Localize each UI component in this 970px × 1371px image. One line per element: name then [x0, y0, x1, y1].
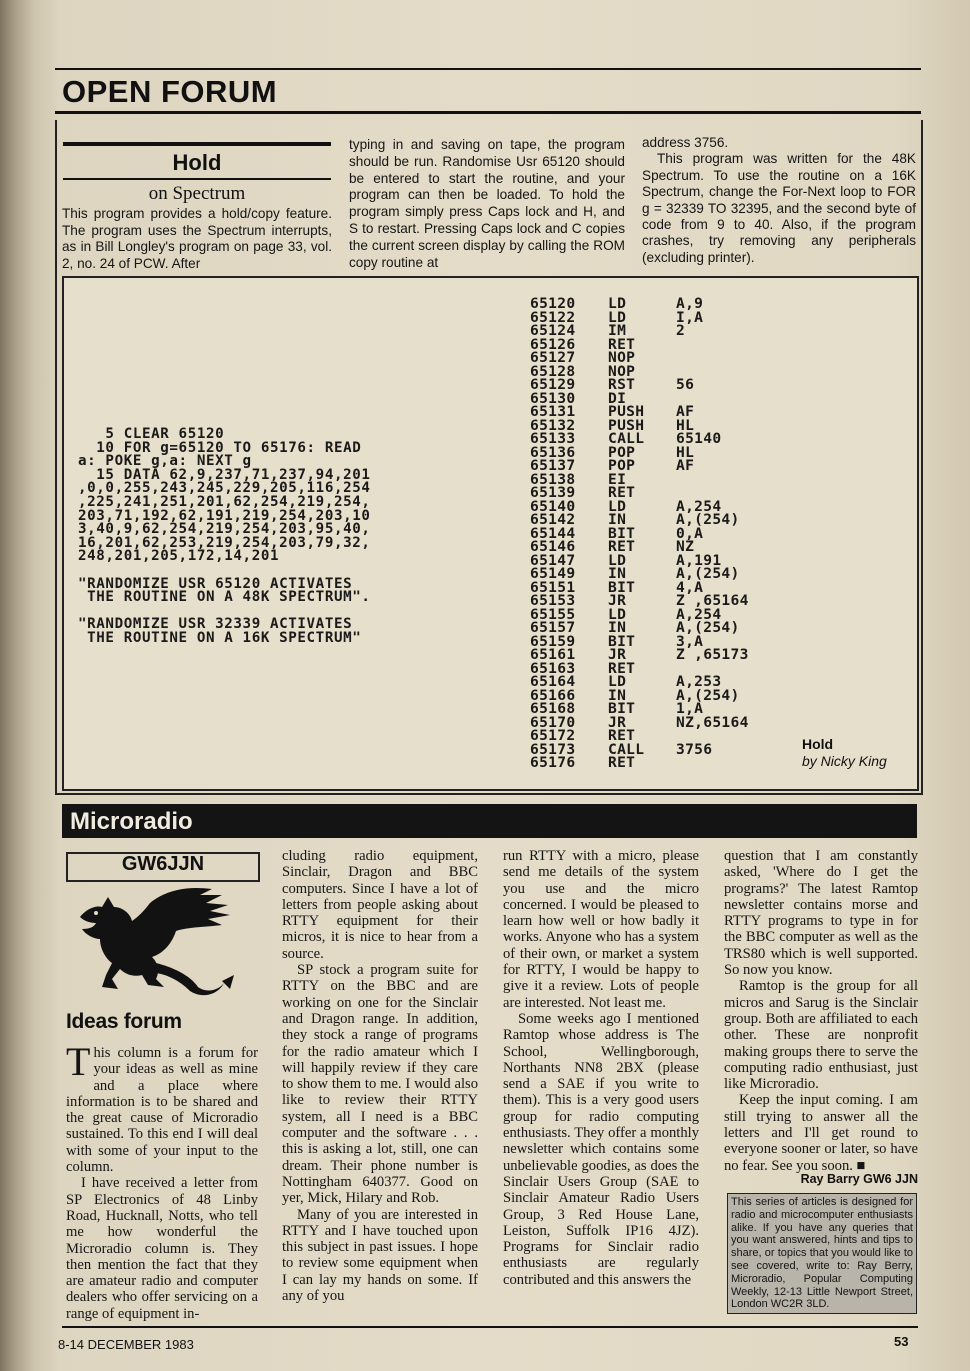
- asm-mnemonic: POP: [608, 443, 636, 461]
- asm-operand: A,191: [676, 551, 722, 569]
- col3-para1: run RTTY with a micro, please send me details of the system you use and the micro concerned. I would be pleased to learn how well or how badly it works. Anyone who has a system of their own, or market a system for RTTY, I would be happy to give it a review. Lots of people are interested. Not least me.: [503, 848, 699, 1011]
- asm-operand: [676, 392, 836, 406]
- hold-col3-para2: This program was written for the 48K Spectrum. To use the routine on a 16K Spectrum, change the For-Next loop to FOR g = 32339 TO 32395, and the second byte of code from 9 to 40. Also, if the program crashes, try removing any peripherals (excluding printer).: [642, 151, 916, 265]
- asm-mnemonic: CALL: [608, 740, 645, 758]
- asm-line: [530, 470, 836, 488]
- asm-operand: Z ,65173: [676, 646, 749, 663]
- asm-operand: AF: [676, 403, 695, 420]
- asm-mnemonic: LD: [608, 673, 627, 690]
- asm-operand: 3,A: [676, 632, 704, 650]
- asm-address: 65159: [530, 632, 576, 650]
- asm-operand: 56: [676, 376, 695, 393]
- asm-mnemonic: JR: [608, 646, 627, 663]
- asm-mnemonic: IM: [608, 322, 627, 339]
- col1-para1: his column is a forum for your ideas as well as mine and a place where information is to be shared and the great cause of Microradio sustained. To this end I will deal with some of your input to the column.: [66, 1045, 258, 1176]
- asm-address: 65153: [530, 592, 576, 609]
- asm-address: 65161: [530, 646, 576, 663]
- asm-address: 65132: [530, 416, 576, 434]
- hold-text-col3: [642, 135, 916, 266]
- asm-line: [530, 648, 836, 662]
- asm-mnemonic: PUSH: [608, 416, 645, 434]
- asm-mnemonic: IN: [608, 619, 627, 636]
- asm-operand: NZ: [676, 538, 695, 555]
- microradio-col4: [724, 848, 918, 1174]
- asm-mnemonic: LD: [608, 605, 627, 623]
- asm-operand: A,(254): [676, 511, 740, 528]
- asm-mnemonic: PUSH: [608, 403, 645, 420]
- asm-address: 65124: [530, 322, 576, 339]
- microradio-col1: [66, 1039, 258, 1322]
- asm-operand: [676, 473, 836, 487]
- asm-address: 65144: [530, 524, 576, 542]
- col2-para3: Many of you are interested in RTTY and I have touched upon this subject in past issues. I hope to review some equipment when I can lay my hands on some. If any of you: [282, 1206, 478, 1305]
- asm-address: 65138: [530, 470, 576, 488]
- asm-operand: I,A: [676, 308, 704, 326]
- asm-mnemonic: BIT: [608, 700, 636, 717]
- boxed-note: This series of articles is designed for radio and microcomputer enthusiasts alike. If you have any queries that you want answered, hints and tips to share, or topics that you would like to see covered, write to: Ray Berry, Microradio, Popular Computing Weekly, 12-13 Little Newport Street, London WC2R 3LD.: [727, 1193, 917, 1314]
- asm-address: 65122: [530, 308, 576, 326]
- microradio-col2: [282, 848, 478, 1304]
- asm-mnemonic: IN: [608, 686, 627, 704]
- asm-line: [530, 351, 836, 365]
- asm-mnemonic: BIT: [608, 632, 636, 650]
- asm-mnemonic: NOP: [608, 362, 636, 380]
- asm-address: 65163: [530, 659, 576, 677]
- asm-operand: HL: [676, 416, 695, 434]
- section-rule: [55, 111, 921, 114]
- asm-operand: A,254: [676, 497, 722, 515]
- assembly-listing: [530, 297, 836, 770]
- asm-mnemonic: LD: [608, 497, 627, 515]
- asm-address: 65157: [530, 619, 576, 636]
- asm-line: [530, 713, 836, 731]
- asm-address: 65120: [530, 295, 576, 312]
- asm-line: [530, 335, 836, 353]
- asm-operand: 1,A: [676, 700, 704, 717]
- asm-operand: A,(254): [676, 686, 740, 704]
- asm-mnemonic: JR: [608, 592, 627, 609]
- asm-mnemonic: CALL: [608, 430, 645, 447]
- asm-operand: [676, 338, 836, 352]
- asm-mnemonic: LD: [608, 551, 627, 569]
- hold-title-rule: [63, 142, 331, 146]
- asm-mnemonic: RET: [608, 335, 636, 353]
- hold-title: Hold: [172, 150, 222, 175]
- asm-line: [530, 459, 836, 473]
- asm-mnemonic: IN: [608, 565, 627, 582]
- listing-caption-title: Hold: [802, 736, 834, 752]
- asm-operand: A,9: [676, 295, 704, 312]
- asm-address: 65172: [530, 727, 576, 744]
- asm-operand: [676, 365, 836, 379]
- asm-address: 65140: [530, 497, 576, 515]
- asm-address: 65130: [530, 389, 576, 407]
- asm-address: 65139: [530, 484, 576, 501]
- section-title: OPEN FORUM: [62, 74, 278, 109]
- asm-operand: Z ,65164: [676, 592, 749, 609]
- asm-operand: NZ,65164: [676, 713, 749, 731]
- asm-address: 65129: [530, 376, 576, 393]
- asm-mnemonic: RET: [608, 754, 636, 771]
- page-number: 53: [894, 1334, 909, 1349]
- col4-para3: Keep the input coming. I am still trying to answer all the letters and I'll get round to everyone sooner or later, so have no fear. See you soon. ■: [724, 1092, 918, 1174]
- asm-operand: HL: [676, 443, 695, 461]
- asm-mnemonic: RST: [608, 376, 636, 393]
- asm-operand: A,254: [676, 605, 722, 623]
- asm-address: 65147: [530, 551, 576, 569]
- asm-address: 65149: [530, 565, 576, 582]
- asm-operand: AF: [676, 457, 695, 474]
- col1-para2: I have received a letter from SP Electronics of 48 Linby Road, Hucknall, Notts, who tell me how wonderful the Microradio column is. They then mention the fact that they are amateur radio and computer dealers who offer servicing on a range of equipment in-: [66, 1175, 258, 1322]
- asm-mnemonic: DI: [608, 389, 627, 407]
- asm-mnemonic: RET: [608, 484, 636, 501]
- asm-address: 65151: [530, 578, 576, 596]
- asm-mnemonic: NOP: [608, 349, 636, 366]
- col3-para2: Some weeks ago I mentioned Ramtop whose address is The School, Wellingborough, Northants NN8 2BX (please send a SAE if you write to them). This is a very good users group for radio computing enthusiasts. They offer a monthly newsletter which contains some unbelievable goodies, as does the Sinclair Users Group (SAE to Sinclair Amateur Radio Users Group, 3 Red House Lane, Leiston, Suffolk IP16 4JZ). Programs for Sinclair radio enthusiasts are regularly contributed and this answers the: [503, 1010, 699, 1288]
- hold-subtitle-rule: [63, 178, 331, 180]
- top-rule: [55, 68, 921, 70]
- signoff: Ray Barry GW6 JJN: [800, 1172, 918, 1186]
- microradio-title: Microradio: [70, 808, 193, 835]
- asm-address: 65126: [530, 335, 576, 353]
- listing-caption-author: by Nicky King: [802, 753, 887, 769]
- col4-para2: Ramtop is the group for all micros and Sarug is the Sinclair group. Both are affiliated to each other. These are nonprofit making groups there to serve the computing radio enthusiast, just like Microradio.: [724, 978, 918, 1093]
- asm-address: 65170: [530, 713, 576, 731]
- asm-operand: 65140: [676, 430, 722, 447]
- col4-para1: question that I am constantly asked, 'Where do I get the programs?' The latest Ramtop newsletter contains morse and RTTY programs to type in for the BBC computer as well as the TRS80 which is well supported. So now you know.: [724, 848, 918, 979]
- footer-rule: [62, 1326, 918, 1328]
- callsign: GW6JJN: [121, 853, 205, 875]
- asm-address: 65127: [530, 349, 576, 366]
- drop-cap: T: [66, 1039, 91, 1084]
- basic-listing: 5 CLEAR 65120 10 FOR g=65120 TO 65176: READ a: POKE g,a: NEXT g 15 DATA 62,9,237,71,237,94,201 ,0,0,255,243,245,229,205,116,254 ,225,241,251,201,62,254,219,254, 203,71,192,62,191,219,254,203,10 3,40,9,62,254,219,254,203,95,40, 16,201,62,253,219,254,203,79,32, 248,201,205,172,14,201 "RANDOMIZE USR 65120 ACTIVATES THE ROUTINE ON A 48K SPECTRUM". "RANDOMIZE USR 32339 ACTIVATES THE ROUTINE ON A 16K SPECTRUM": [78, 426, 371, 646]
- asm-mnemonic: IN: [608, 511, 627, 528]
- asm-address: 65133: [530, 430, 576, 447]
- asm-address: 65131: [530, 403, 576, 420]
- col2-para2: SP stock a program suite for RTTY on the BBC and are working on one for the Sinclair and Dragon range. In addition, they stock a range of programs for the radio amateur which I will happily review if they care to show them to me. I would also like to review their RTTY system, all I need is a BBC computer and the software . . . this is asking a lot, still, one can dream. Their phone number is Nottingham 640377. Good on yer, Mick, Hilary and Rob.: [282, 962, 478, 1207]
- asm-mnemonic: BIT: [608, 578, 636, 596]
- asm-operand: A,253: [676, 673, 722, 690]
- asm-mnemonic: BIT: [608, 524, 636, 542]
- asm-operand: A,(254): [676, 565, 740, 582]
- ideas-forum-title: Ideas forum: [66, 1010, 182, 1033]
- asm-mnemonic: POP: [608, 457, 636, 474]
- asm-line: [530, 756, 836, 770]
- asm-mnemonic: RET: [608, 538, 636, 555]
- col2-para1: cluding radio equipment, Sinclair, Dragon and BBC computers. Since I have a lot of letters from people asking about RTTY equipment for their micros, it is nice to hear from a source.: [282, 848, 478, 962]
- asm-mnemonic: RET: [608, 659, 636, 677]
- asm-address: 65176: [530, 754, 576, 771]
- asm-operand: [676, 351, 836, 365]
- hold-text-col2: typing in and saving on tape, the program should be run. Randomise Usr 65120 should be entered to start the routine, and your program can then be loaded. To hold the program simply press Caps lock and H, and S to restart. Pressing Caps lock and C copies the current screen display by calling the ROM copy routine at: [349, 137, 625, 270]
- asm-address: 65146: [530, 538, 576, 555]
- asm-address: 65137: [530, 457, 576, 474]
- asm-operand: 2: [676, 322, 686, 339]
- welsh-dragon-icon: [72, 883, 258, 999]
- asm-mnemonic: JR: [608, 713, 627, 731]
- asm-address: 65155: [530, 605, 576, 623]
- footer-date: 8-14 DECEMBER 1983: [58, 1337, 194, 1352]
- asm-address: 65136: [530, 443, 576, 461]
- asm-mnemonic: LD: [608, 295, 627, 312]
- hold-subtitle: on Spectrum: [148, 183, 246, 204]
- asm-operand: 0,A: [676, 524, 704, 542]
- asm-address: 65142: [530, 511, 576, 528]
- asm-address: 65168: [530, 700, 576, 717]
- microradio-col3: [503, 848, 699, 1288]
- asm-line: [530, 324, 836, 338]
- hold-text-col1: This program provides a hold/copy feature. The program uses the Spectrum interrupts, as in Bill Longley's program on page 33, vol. 2, no. 24 of PCW. After: [62, 206, 332, 271]
- asm-address: 65128: [530, 362, 576, 380]
- asm-line: [530, 740, 836, 758]
- asm-operand: 3756: [676, 740, 713, 758]
- asm-mnemonic: EI: [608, 470, 627, 488]
- asm-mnemonic: LD: [608, 308, 627, 326]
- asm-line: [530, 378, 836, 392]
- hold-col3-para1: address 3756.: [642, 135, 729, 150]
- asm-address: 65164: [530, 673, 576, 690]
- asm-operand: 4,A: [676, 578, 704, 596]
- asm-operand: A,(254): [676, 619, 740, 636]
- asm-mnemonic: RET: [608, 727, 636, 744]
- asm-address: 65166: [530, 686, 576, 704]
- asm-address: 65173: [530, 740, 576, 758]
